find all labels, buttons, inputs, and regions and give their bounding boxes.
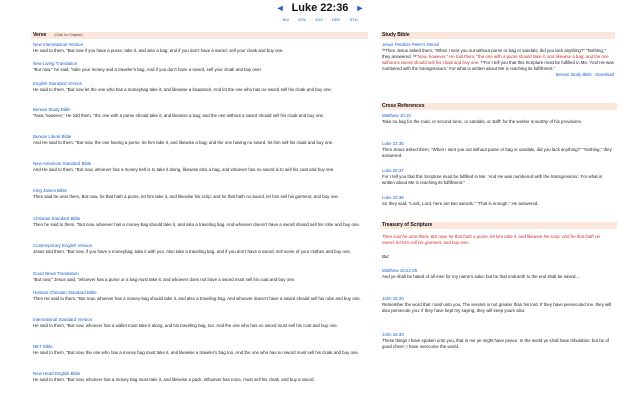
version-name-link[interactable]: Holman Christian Standard Bible: [33, 290, 97, 295]
verse-text: He said to them, "But now, whoever has a money bag must take it, and likewise a pack. Whoever has none, must sell his cloak, and buy a sword.: [33, 377, 315, 382]
crossref-item: [382, 113, 614, 125]
verse-text: "But now," Jesus said, "whoever has a purse or a bag must take it; and whoever does not have a sword must sell his coat and buy one.: [33, 277, 296, 282]
version-link-kjv[interactable]: KJV: [315, 17, 323, 22]
verse-text: He said to them, "But now let the one who has a moneybag take it, and likewise a knapsack. And let the one who has no sword sell his cloak and buy one.: [33, 87, 333, 92]
study-bible-heading: Study Bible: [380, 32, 615, 39]
version-links: [0, 17, 640, 22]
crossref-text: So they said, "Look, Lord, here are two swords." "That is enough," He answered.: [382, 201, 539, 206]
version-name-link[interactable]: New Living Translation: [33, 61, 78, 66]
treasury-heading: Treasury of Scripture: [380, 222, 617, 229]
treasury-item: [382, 268, 614, 280]
verse-section-heading[interactable]: Verse (Click for Chapter): [31, 32, 368, 39]
treasury-ref-link[interactable]: Matthew 10:22-25: [382, 268, 418, 273]
verse-item: [33, 216, 366, 228]
study-sidebar: [380, 32, 615, 349]
treasury-keyword-block: [382, 254, 614, 260]
crossref-text: Take no bag for the road, or second tunic, or sandals, or staff; for the worker is worthy of his provisions.: [382, 119, 583, 124]
version-name-link[interactable]: New American Standard Bible: [33, 161, 92, 166]
version-name-link[interactable]: English Standard Version: [33, 81, 83, 86]
study-subheading[interactable]: Jesus Predicts Peter's Denial: [382, 42, 439, 47]
crossref-item: [382, 141, 614, 159]
crossref-text: For I tell you that this Scripture must be fulfilled in Me: 'And He was numbered with the transgressors.' For what is written about Me is reaching its fulfillment.": [382, 174, 603, 185]
verse-item: [33, 243, 366, 255]
verse-item: [33, 317, 366, 329]
version-name-link[interactable]: International Standard Version: [33, 317, 93, 322]
page-header: [0, 0, 640, 28]
version-name-link[interactable]: NET Bible: [33, 344, 53, 349]
treasury-ref-link[interactable]: John 15:20: [382, 296, 404, 301]
highlighted-verse-text: "Now, however," He told them, "the one with a purse should take it, and likewise a bag; and the one without a sword should sell his cloak and buy one.: [382, 54, 609, 65]
verse-text: Then He said to them, "But now, whoever has a money-bag should take it, and also a traveling bag. And whoever doesn't have a sword should sell his robe and buy one.: [33, 296, 361, 301]
crossref-link[interactable]: Matthew 10:10: [382, 113, 411, 118]
verse-text: And He said to them, "But now, the one having a purse, let him take it, and likewise a bag; and the one having no sword, let him sell his cloak and buy one.: [33, 140, 334, 145]
next-verse-arrow-icon[interactable]: ►: [355, 3, 365, 13]
page-title: Luke 22:36: [291, 2, 349, 14]
study-bible-credit-link[interactable]: Berean Study Bible · Download: [555, 72, 614, 77]
version-link-esv[interactable]: ESV: [298, 17, 307, 22]
version-name-link[interactable]: Christian Standard Bible: [33, 216, 81, 221]
version-name-link[interactable]: New Heart English Bible: [33, 371, 81, 376]
crossref-item: [382, 168, 614, 186]
version-name-link[interactable]: New International Version: [33, 42, 84, 47]
verse-text: He said to them, "But now if you have a purse, take it, and also a bag; and if you don't have a sword, sell your cloak and buy one.: [33, 48, 284, 53]
study-bible-block: [382, 42, 614, 78]
verse-item: [33, 42, 366, 54]
crossref-text: Then Jesus asked them, "When I sent you out without purse or bag or sandals, did you lack anything?" "Nothing," they answered.: [382, 147, 612, 158]
version-link-drv[interactable]: DRV: [331, 17, 341, 22]
version-name-link[interactable]: King James Bible: [33, 188, 67, 193]
verse-text: And He said to them, "But now, whoever has a money belt is to take it along, likewise also a bag, and whoever has no sword is to sell his coat and buy one.: [33, 167, 335, 172]
treasury-ref-text: These things I have spoken unto you, that in me ye might have peace. In the world ye shall have tribulation: but be of good cheer; I have overcome the world.: [382, 338, 609, 349]
click-for-chapter-note[interactable]: (Click for Chapter): [54, 33, 83, 37]
verse-text: "Now, however," He told them, "the one with a purse should take it, and likewise a bag; and the one without a sword should sell his cloak and buy one.: [33, 113, 325, 118]
cross-references-heading: Cross References: [380, 103, 617, 110]
verse-item: [33, 107, 366, 119]
verse-text: He said to them, "But now, whoever has a wallet must take it along, and his traveling bag, too. And the one who has no sword must sell his coat and buy one.: [33, 323, 338, 328]
verse-item: [33, 81, 366, 93]
verse-item: [33, 271, 366, 283]
version-name-link[interactable]: Good News Translation: [33, 271, 79, 276]
treasury-kjv-text: Then said he unto them, But now, he that hath a purse, let him take it, and likewise his scrip: and he that hath no sword, let him sell his garment, and buy one.: [382, 234, 600, 245]
version-link-stu[interactable]: STU: [349, 17, 358, 22]
title-row: [0, 2, 640, 14]
prev-verse-arrow-icon[interactable]: ◄: [275, 3, 285, 13]
version-name-link[interactable]: Berean Study Bible: [33, 107, 71, 112]
verse-item: [33, 188, 366, 200]
treasury-item: [382, 332, 614, 350]
verse-item: [33, 61, 366, 73]
treasury-ref-link[interactable]: John 16:33: [382, 332, 404, 337]
crossref-item: [382, 195, 614, 207]
verse-item: [33, 290, 366, 302]
verse-item: [33, 371, 366, 383]
treasury-keyword: But: [382, 254, 389, 259]
crossref-link[interactable]: Luke 22:38: [382, 195, 404, 200]
verse-text: Jesus told them, "But now, if you have a moneybag, take it with you. Also take a traveling bag, and if you don't have a sword, sell some of your clothes and buy one.: [33, 249, 351, 254]
verse-item: [33, 161, 366, 173]
version-link-niv[interactable]: NIV: [282, 17, 290, 22]
crossref-link[interactable]: Luke 22:35: [382, 141, 404, 146]
study-passage: ³⁵Then Jesus asked them, "When I sent you out without purse or bag or sandals, did you lack anything?" "Nothing," they answered. ³⁶"Now, however," He told them, "the one with a purse should take it, and likewise a bag; and the one without a sword should sell his cloak and buy one. ³⁷For I tell you that this Scripture must be fulfilled in Me: 'And He was numbered with the transgressors.' For what is written about Me is reaching its fulfillment.": [382, 48, 614, 71]
treasury-ref-text: Remember the word that I said unto you, The servant is not greater than his lord. If they have persecuted me, they will also persecute you; if they have kept my saying, they will keep yours also.: [382, 302, 612, 313]
version-name-link[interactable]: Berean Literal Bible: [33, 134, 72, 139]
crossref-link[interactable]: Luke 22:37: [382, 168, 404, 173]
verse-item: [33, 134, 366, 146]
version-name-link[interactable]: Contemporary English Version: [33, 243, 93, 248]
verse-text: "But now," he said, "take your money and a traveler's bag. And if you don't have a sword, sell your cloak and buy one!: [33, 67, 261, 72]
treasury-item: [382, 296, 614, 314]
treasury-kjv-block: [382, 234, 614, 246]
verse-text: Then said he unto them, But now, he that hath a purse, let him take it, and likewise his scrip: and he that hath no sword, let him sell his garment, and buy one.: [33, 194, 340, 199]
verse-versions-panel: [31, 32, 368, 382]
verse-text: He said to them, "But now, the one who has a money bag must take it, and likewise a traveler's bag too. And the one who has no sword must sell his cloak and buy one.: [33, 350, 360, 355]
verse-item: [33, 344, 366, 356]
treasury-ref-text: And ye shall be hated of all men for my name's sake: but he that endureth to the end shall be saved....: [382, 274, 581, 279]
verse-text: Then he said to them, "But now, whoever has a money-bag should take it, and also a traveling bag. And whoever doesn't have a sword should sell his robe and buy one.: [33, 222, 361, 227]
